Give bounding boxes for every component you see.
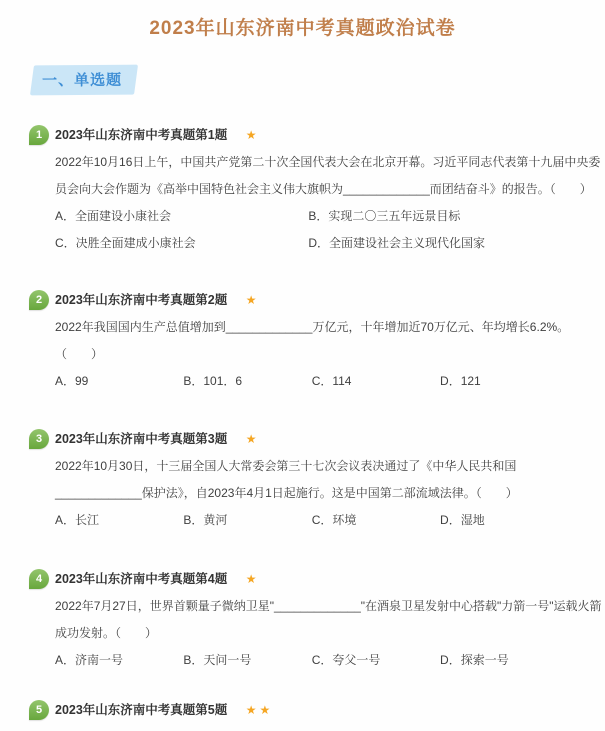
question-text-line: 2022年我国国内生产总值增加到_____________万亿元，十年增加近70万亿元、年均增长6.2%。: [55, 320, 570, 334]
option-item-d: D．探索一号: [440, 653, 509, 667]
option-item-c: C．决胜全面建成小康社会: [55, 236, 196, 250]
option-item-c: C．114: [311, 374, 352, 388]
question-header: [55, 698, 577, 724]
question-number-badge: 4: [29, 569, 49, 589]
question-header: [55, 123, 577, 149]
question-text-line: 2022年7月27日，世界首颗量子微纳卫星"_____________"在酒泉卫星发射中心搭载"力箭一号"运载火箭: [55, 599, 602, 613]
question-title: 2023年山东济南中考真题第2题: [55, 293, 228, 307]
question-number-badge: 2: [29, 290, 49, 310]
option-item-d: D．全面建设社会主义现代化国家: [308, 236, 486, 250]
options-grid: [55, 368, 577, 395]
question-header: [55, 567, 577, 593]
section-header: [30, 65, 138, 96]
question-number-badge: 3: [29, 429, 49, 449]
option-item-d: D．121: [440, 374, 481, 388]
question-title: 2023年山东济南中考真题第5题: [55, 703, 228, 717]
question-number-badge: 1: [29, 125, 49, 145]
difficulty-stars-icon: ★: [245, 293, 260, 307]
question-block-1: [35, 123, 601, 257]
page-title: 2023年山东济南中考真题政治试卷: [149, 18, 456, 39]
question-text-line: 2022年10月16日上午，中国共产党第二十次全国代表大会在北京开幕。习近平同志代表第十九届中央委: [55, 155, 601, 169]
option-item-b: B．实现二〇三五年远景目标: [308, 209, 461, 223]
question-header: [55, 427, 577, 453]
difficulty-stars-icon: ★: [245, 572, 260, 586]
option-item-a: A．长江: [55, 513, 100, 527]
question-block-2: [35, 288, 577, 395]
question-title: 2023年山东济南中考真题第3题: [55, 432, 228, 446]
question-number-badge: 5: [29, 700, 49, 720]
option-item-b: B．黄河: [183, 513, 228, 527]
question-block-5: [35, 698, 577, 724]
option-item-c: C．环境: [311, 513, 357, 527]
options-grid: [55, 647, 577, 674]
section-label: 一、单选题: [41, 71, 123, 90]
option-item-b: B．天问一号: [183, 653, 252, 667]
question-title: 2023年山东济南中考真题第4题: [55, 572, 228, 586]
difficulty-stars-icon: ★: [245, 432, 260, 446]
question-block-4: [35, 567, 602, 674]
question-text-line: _____________保护法》，自2023年4月1日起施行。这是中国第二部流域法律。（ ）: [55, 486, 518, 500]
option-item-d: D．湿地: [440, 513, 485, 527]
option-item-a: A．99: [55, 374, 89, 388]
option-item-a: A．全面建设小康社会: [55, 209, 172, 223]
option-item-a: A．济南一号: [55, 653, 124, 667]
question-title: 2023年山东济南中考真题第1题: [55, 128, 228, 142]
difficulty-stars-icon: ★★: [245, 703, 274, 717]
options-grid: [55, 203, 577, 257]
question-header: [55, 288, 577, 314]
question-text-line: 成功发射。（ ）: [55, 626, 158, 640]
question-block-3: [35, 427, 577, 534]
question-text-line: （ ）: [55, 347, 104, 361]
question-text-line: 2022年10月30日，十三届全国人大常委会第三十七次会议表决通过了《中华人民共和国: [55, 459, 517, 473]
question-list: [0, 123, 605, 724]
option-item-c: C．夸父一号: [311, 653, 381, 667]
difficulty-stars-icon: ★: [245, 128, 260, 142]
question-text-line: 员会向大会作题为《高举中国特色社会主义伟大旗帜为_____________而团结奋斗》的报告。（ ）: [55, 182, 592, 196]
option-item-b: B．101．6: [183, 374, 243, 388]
options-grid: [55, 507, 577, 534]
